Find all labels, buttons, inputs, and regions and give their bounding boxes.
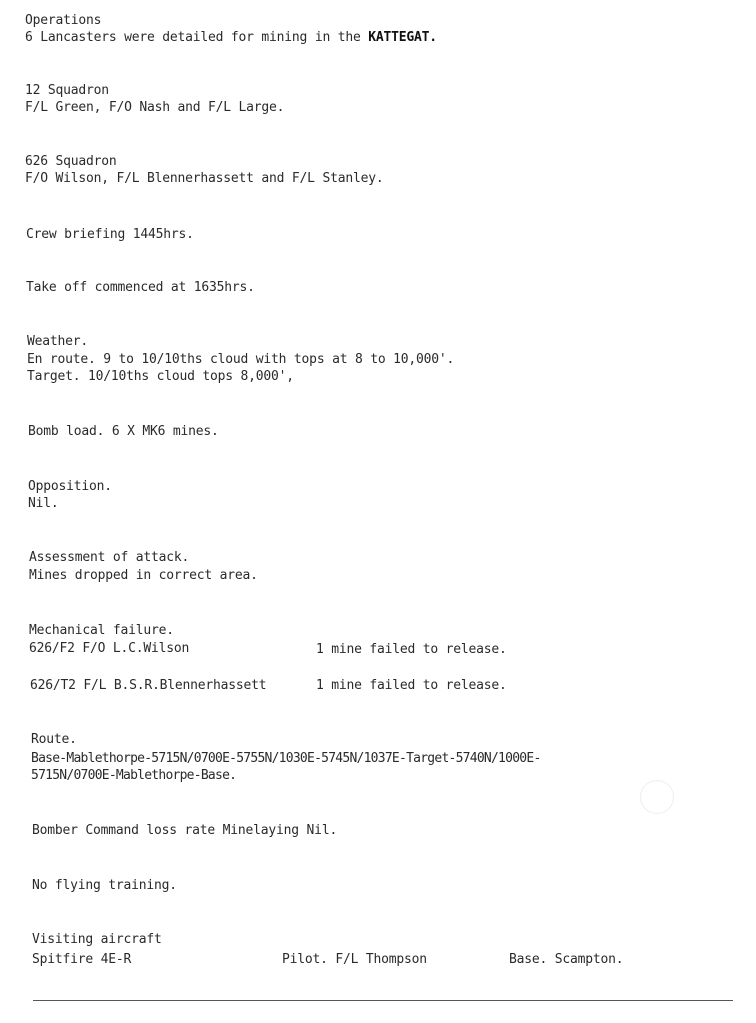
opposition-value: Nil. bbox=[28, 496, 59, 511]
mechanical-aircraft-1: 626/F2 F/O L.C.Wilson bbox=[29, 641, 190, 656]
visiting-base: Base. Scampton. bbox=[509, 952, 624, 967]
mechanical-heading: Mechanical failure. bbox=[29, 623, 174, 638]
squadron-12-crews: F/L Green, F/O Nash and F/L Large. bbox=[25, 100, 285, 115]
flying-training: No flying training. bbox=[32, 878, 177, 893]
operations-heading: Operations bbox=[25, 13, 102, 28]
route-line-2: 5715N/0700E-Mablethorpe-Base. bbox=[31, 768, 237, 783]
squadron-626-heading: 626 Squadron bbox=[25, 154, 117, 169]
weather-en-route: En route. 9 to 10/10ths cloud with tops at 8 to 10,000'. bbox=[27, 352, 455, 367]
assessment-heading: Assessment of attack. bbox=[29, 550, 190, 565]
visiting-heading: Visiting aircraft bbox=[32, 932, 162, 947]
target-name: KATTEGAT. bbox=[368, 30, 437, 45]
squadron-12-heading: 12 Squadron bbox=[25, 83, 109, 98]
squadron-626-crews: F/O Wilson, F/L Blennerhassett and F/L Stanley. bbox=[25, 171, 384, 186]
weather-heading: Weather. bbox=[27, 334, 89, 349]
operations-summary bbox=[25, 29, 437, 46]
loss-rate: Bomber Command loss rate Minelaying Nil. bbox=[32, 823, 338, 838]
crew-briefing: Crew briefing 1445hrs. bbox=[26, 227, 194, 242]
paper-blemish bbox=[640, 780, 674, 814]
bomb-load: Bomb load. 6 X MK6 mines. bbox=[28, 424, 219, 439]
visiting-aircraft: Spitfire 4E-R bbox=[32, 952, 132, 967]
take-off: Take off commenced at 1635hrs. bbox=[26, 280, 255, 295]
mechanical-aircraft-2: 626/T2 F/L B.S.R.Blennerhassett bbox=[30, 678, 267, 693]
visiting-pilot: Pilot. F/L Thompson bbox=[282, 952, 427, 967]
opposition-heading: Opposition. bbox=[28, 479, 112, 494]
assessment-value: Mines dropped in correct area. bbox=[29, 568, 258, 583]
mechanical-issue-2: 1 mine failed to release. bbox=[316, 678, 507, 693]
mechanical-issue-1: 1 mine failed to release. bbox=[316, 642, 507, 657]
operations-summary-text: 6 Lancasters were detailed for mining in the bbox=[25, 30, 369, 45]
footer-rule bbox=[33, 1000, 733, 1001]
weather-target: Target. 10/10ths cloud tops 8,000', bbox=[27, 369, 294, 384]
route-line-1: Base-Mablethorpe-5715N/0700E-5755N/1030E-5745N/1037E-Target-5740N/1000E- bbox=[31, 751, 541, 766]
route-heading: Route. bbox=[31, 732, 77, 747]
